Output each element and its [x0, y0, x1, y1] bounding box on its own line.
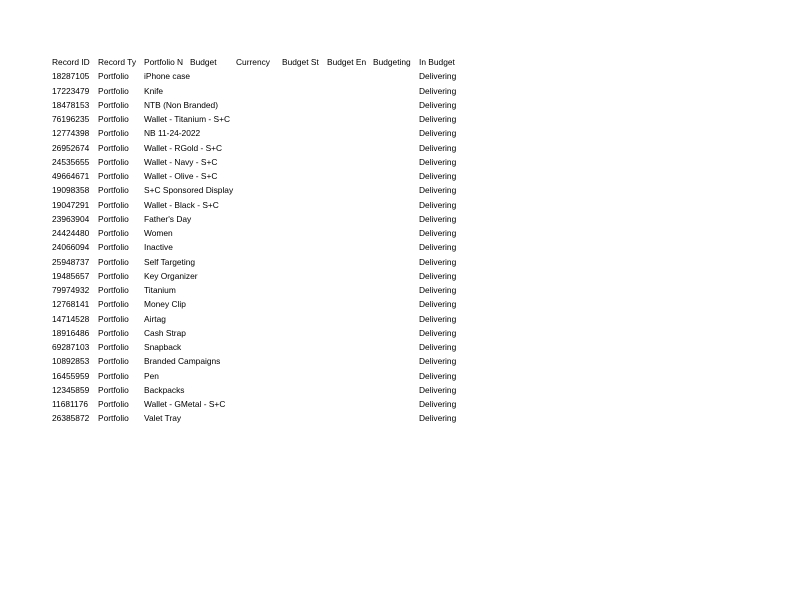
cell-portfolio-name: Valet Tray: [144, 413, 182, 424]
cell-portfolio-name: Women: [144, 228, 173, 238]
cell-record-id: 16455959: [52, 370, 90, 381]
header-record-type: Record Ty: [98, 57, 137, 67]
cell-in-budget: Delivering: [419, 313, 457, 324]
cell-portfolio-name: Wallet - GMetal - S+C: [144, 399, 226, 409]
cell-record-type: Portfolio: [98, 384, 129, 395]
cell-record-id: 19047291: [52, 199, 90, 210]
cell-in-budget: Delivering: [419, 71, 457, 82]
cell-record-type: Portfolio: [98, 356, 129, 367]
header-in-budget: In Budget: [419, 57, 455, 67]
cell-record-id: 26385872: [52, 413, 90, 424]
header-currency: Currency: [236, 57, 270, 67]
cell-record-id: 24424480: [52, 228, 90, 238]
cell-record-id: 69287103: [52, 342, 90, 352]
cell-portfolio-name: Wallet - Titanium - S+C: [144, 114, 231, 124]
cell-in-budget: Delivering: [419, 171, 457, 181]
cell-in-budget: Delivering: [419, 213, 457, 224]
cell-record-type: Portfolio: [98, 399, 129, 409]
cell-in-budget: Delivering: [419, 285, 457, 295]
cell-in-budget: Delivering: [419, 270, 457, 281]
cell-portfolio-name: Wallet - RGold - S+C: [144, 142, 223, 153]
cell-record-type: Portfolio: [98, 285, 129, 295]
cell-portfolio-name: Snapback: [144, 342, 182, 352]
table-row: [52, 141, 472, 155]
cell-in-budget: Delivering: [419, 199, 457, 210]
table-row: [52, 312, 472, 326]
cell-portfolio-name: NB 11-24-2022: [144, 128, 201, 139]
cell-record-type: Portfolio: [98, 128, 129, 139]
cell-portfolio-name: Pen: [144, 370, 159, 381]
cell-record-type: Portfolio: [98, 99, 129, 110]
cell-record-type: Portfolio: [98, 71, 129, 82]
cell-record-id: 12345859: [52, 384, 90, 395]
table-row: [52, 84, 472, 98]
cell-portfolio-name: Money Clip: [144, 299, 186, 310]
cell-record-id: 18916486: [52, 327, 90, 338]
cell-record-id: 49664671: [52, 171, 90, 181]
cell-record-type: Portfolio: [98, 327, 129, 338]
cell-record-id: 19098358: [52, 185, 90, 196]
cell-portfolio-name: Wallet - Navy - S+C: [144, 156, 218, 167]
cell-record-type: Portfolio: [98, 185, 129, 196]
cell-record-id: 11681176: [52, 399, 89, 409]
header-budget-start: Budget St: [282, 57, 319, 67]
cell-portfolio-name: S+C Sponsored Display: [144, 185, 234, 196]
cell-in-budget: Delivering: [419, 228, 457, 238]
cell-record-type: Portfolio: [98, 370, 129, 381]
cell-in-budget: Delivering: [419, 256, 457, 267]
cell-record-id: 14714528: [52, 313, 90, 324]
cell-in-budget: Delivering: [419, 185, 457, 196]
cell-record-type: Portfolio: [98, 299, 129, 310]
cell-in-budget: Delivering: [419, 85, 457, 96]
table-row: [52, 326, 472, 340]
cell-record-id: 10892853: [52, 356, 90, 367]
cell-record-type: Portfolio: [98, 256, 129, 267]
cell-portfolio-name: Airtag: [144, 313, 166, 324]
cell-portfolio-name: Knife: [144, 85, 164, 96]
cell-record-type: Portfolio: [98, 199, 129, 210]
table-row: [52, 126, 472, 140]
cell-record-id: 79974932: [52, 285, 90, 295]
table-row: [52, 297, 472, 311]
cell-portfolio-name: Self Targeting: [144, 256, 196, 267]
cell-in-budget: Delivering: [419, 156, 457, 167]
cell-portfolio-name: Key Organizer: [144, 270, 198, 281]
cell-portfolio-name: Inactive: [144, 242, 173, 253]
header-budget: Budget: [190, 57, 217, 67]
cell-record-id: 12774398: [52, 128, 90, 139]
cell-record-id: 25948737: [52, 256, 90, 267]
table-row: [52, 198, 472, 212]
cell-in-budget: Delivering: [419, 370, 457, 381]
header-budgeting-type: Budgeting: [373, 57, 411, 67]
cell-record-type: Portfolio: [98, 413, 129, 424]
cell-record-id: 24066094: [52, 242, 90, 253]
cell-portfolio-name: Backpacks: [144, 384, 185, 395]
cell-record-type: Portfolio: [98, 156, 129, 167]
table-row: [52, 112, 472, 126]
cell-record-id: 17223479: [52, 85, 90, 96]
table-row: [52, 340, 472, 354]
cell-record-type: Portfolio: [98, 342, 129, 352]
cell-in-budget: Delivering: [419, 356, 457, 367]
cell-record-type: Portfolio: [98, 270, 129, 281]
table-row: [52, 169, 472, 183]
cell-portfolio-name: Cash Strap: [144, 327, 186, 338]
cell-portfolio-name: Titanium: [144, 285, 176, 295]
table-row: [52, 269, 472, 283]
cell-in-budget: Delivering: [419, 384, 457, 395]
cell-in-budget: Delivering: [419, 99, 457, 110]
table-row: [52, 212, 472, 226]
cell-in-budget: Delivering: [419, 128, 457, 139]
cell-record-type: Portfolio: [98, 228, 129, 238]
cell-record-id: 12768141: [52, 299, 90, 310]
table-row: [52, 155, 472, 169]
portfolio-table: [52, 55, 472, 426]
table-row: [52, 183, 472, 197]
cell-record-type: Portfolio: [98, 142, 129, 153]
header-budget-end: Budget En: [327, 57, 367, 67]
cell-record-type: Portfolio: [98, 171, 129, 181]
table-header-row: [52, 55, 472, 69]
cell-record-type: Portfolio: [98, 114, 129, 124]
cell-record-id: 23963904: [52, 213, 90, 224]
table-row: [52, 283, 472, 297]
cell-in-budget: Delivering: [419, 342, 457, 352]
table-row: [52, 354, 472, 368]
cell-record-id: 18478153: [52, 99, 90, 110]
cell-portfolio-name: Wallet - Olive - S+C: [144, 171, 218, 181]
cell-record-type: Portfolio: [98, 213, 129, 224]
cell-record-id: 18287105: [52, 71, 90, 82]
cell-in-budget: Delivering: [419, 413, 457, 424]
cell-portfolio-name: Wallet - Black - S+C: [144, 199, 219, 210]
cell-portfolio-name: Father's Day: [144, 213, 192, 224]
cell-portfolio-name: Branded Campaigns: [144, 356, 221, 367]
table-row: [52, 369, 472, 383]
table-row: [52, 255, 472, 269]
table-body: [52, 69, 472, 425]
cell-record-id: 26952674: [52, 142, 90, 153]
cell-record-id: 19485657: [52, 270, 90, 281]
header-portfolio-name: Portfolio N: [144, 57, 184, 67]
cell-record-id: 24535655: [52, 156, 90, 167]
cell-record-type: Portfolio: [98, 85, 129, 96]
header-record-id: Record ID: [52, 57, 90, 67]
cell-record-type: Portfolio: [98, 313, 129, 324]
cell-record-id: 76196235: [52, 114, 90, 124]
cell-portfolio-name: iPhone case: [144, 71, 191, 82]
table-row: [52, 98, 472, 112]
cell-in-budget: Delivering: [419, 114, 457, 124]
table-row: [52, 69, 472, 83]
table-row: [52, 411, 472, 425]
table-row: [52, 397, 472, 411]
cell-portfolio-name: NTB (Non Branded): [144, 99, 219, 110]
cell-in-budget: Delivering: [419, 327, 457, 338]
cell-in-budget: Delivering: [419, 299, 457, 310]
cell-in-budget: Delivering: [419, 399, 457, 409]
table-row: [52, 383, 472, 397]
table-row: [52, 226, 472, 240]
cell-in-budget: Delivering: [419, 142, 457, 153]
table-row: [52, 240, 472, 254]
cell-in-budget: Delivering: [419, 242, 457, 253]
cell-record-type: Portfolio: [98, 242, 129, 253]
